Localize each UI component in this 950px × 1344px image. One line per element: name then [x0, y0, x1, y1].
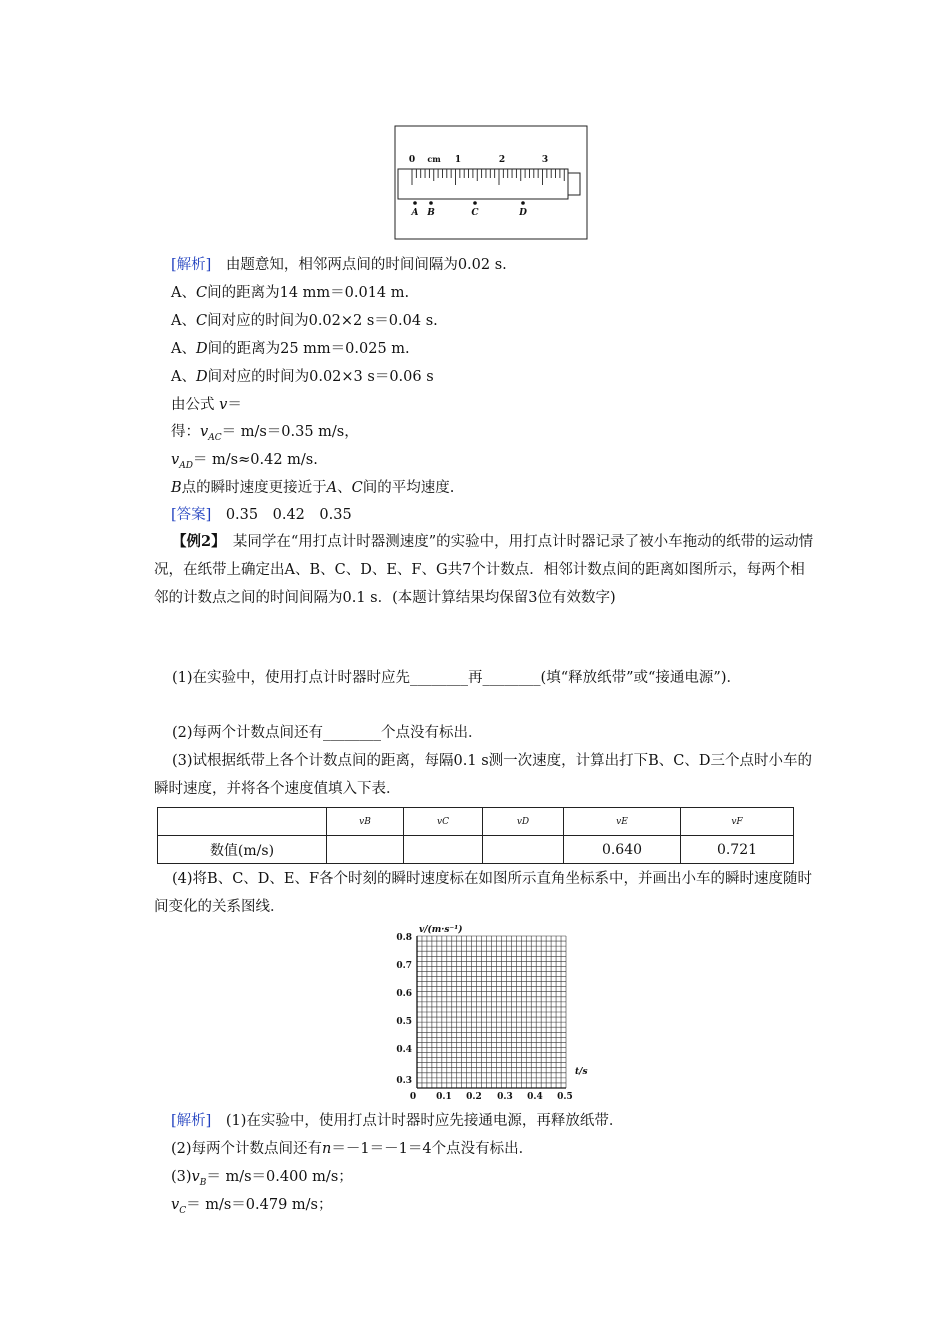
y-tick-label: 0.8	[396, 933, 412, 943]
table-header-vc: vC	[404, 808, 483, 836]
table-header-blank	[158, 808, 327, 836]
sol1-line-1: A、C间的距离为14 mm＝0.014 m.	[171, 285, 410, 301]
tape-dot-d	[521, 201, 525, 205]
y-tick-label: 0.5	[396, 1017, 412, 1027]
tape-label-d: D	[519, 208, 527, 218]
example2-text: 某同学在“用打点计时器测速度”的实验中，用打点计时器记录了被小车拖动的纸带的运动情况，在纸带上确定出A、B、C、D、E、F、G共7个计数点．相邻计数点间的距离如图所示，每两个相邻的计数点之间的时间间隔为0.1 s．(本题计算结果均保留3位有效数字)	[154, 534, 814, 606]
ruler-label-cm: cm	[427, 154, 441, 164]
sol1-line-3: A、D间的距离为25 mm＝0.025 m.	[171, 341, 410, 357]
sol2-text-0: (1)在实验中，使用打点计时器时应先接通电源，再释放纸带．	[225, 1113, 624, 1129]
ruler-label-1: 1	[454, 155, 462, 165]
answer1-line	[171, 505, 352, 525]
table-header-row	[158, 808, 794, 836]
x-tick-label: 0.3	[497, 1092, 513, 1100]
answer1-text: 0.35 0.42 0.35	[225, 507, 352, 523]
table-header-vd: vD	[483, 808, 564, 836]
tape-dot-a	[413, 201, 417, 205]
x-tick-label: 0.4	[527, 1092, 543, 1100]
table-cell-vf: 0.721	[681, 836, 794, 864]
ruler-label-3: 3	[541, 155, 549, 165]
sol1-line-8: B点的瞬时速度更接近于A、C间的平均速度.	[171, 480, 455, 496]
y-tick-label: 0.3	[396, 1076, 412, 1086]
question-1: (1)在实验中，使用打点计时器时应先________再________(填“释放纸带”或“接通电源”)．	[172, 670, 742, 686]
x-tick-label: 0	[409, 1092, 417, 1100]
ruler-label-0: 0	[408, 155, 416, 165]
sol2-line-2: $(3)v_B= m/s=0.400$ m/s；	[171, 1169, 353, 1188]
table-header-vf: vF	[681, 808, 794, 836]
y-tick-label: 0.4	[396, 1045, 412, 1055]
table-row-label: 数值(m/s)	[158, 836, 327, 864]
tape-label-b: B	[427, 208, 435, 218]
sol1-line-2: A、C间对应的时间为0.02×2 s＝0.04 s.	[171, 313, 438, 329]
sol1-text-0: 由题意知，相邻两点间的时间间隔为0.02 s.	[225, 257, 507, 273]
y-tick-label: 0.6	[396, 989, 412, 999]
graph-ylabel: v/(m·s⁻¹)	[419, 925, 463, 935]
sol1-line-7: $v_{AD}= m/s\approx 0.42$ m/s.	[171, 452, 318, 471]
tape-label-a: A	[411, 208, 419, 218]
sol1-line-4: A、D间对应的时间为0.02×3 s＝0.06 s	[171, 369, 434, 385]
question-2: (2)每两个计数点间还有________个点没有标出．	[172, 725, 483, 741]
sol2-tag: [解析]	[171, 1113, 212, 1129]
sol1-line-0	[171, 255, 507, 275]
answer1-tag: [答案]	[171, 507, 212, 523]
y-tick-label: 0.7	[396, 961, 412, 971]
x-tick-label: 0.2	[466, 1092, 482, 1100]
table-cell-vd	[483, 836, 564, 864]
table-header-ve: vE	[564, 808, 681, 836]
sol1-line-5: 由公式 v＝	[171, 397, 242, 413]
tape-dot-c	[473, 201, 477, 205]
sol2-line-0	[171, 1111, 623, 1131]
table-row	[158, 836, 794, 864]
velocity-table	[157, 807, 794, 864]
table-header-vb: vB	[327, 808, 404, 836]
tape-dot-b	[429, 201, 433, 205]
example2-intro	[154, 528, 814, 612]
ruler-label-2: 2	[498, 155, 506, 165]
example2-tag: 【例2】	[172, 533, 219, 550]
sol1-tag: [解析]	[171, 257, 212, 273]
table-cell-ve: 0.640	[564, 836, 681, 864]
tape-label-c: C	[471, 208, 479, 218]
graph-xlabel: t/s	[575, 1067, 588, 1077]
question-3: (3)试根据纸带上各个计数点间的距离，每隔0.1 s测一次速度，计算出打下B、C、D三个点时小车的瞬时速度，并将各个速度值填入下表．	[154, 753, 813, 797]
x-tick-label: 0.1	[436, 1092, 452, 1100]
question-4: (4)将B、C、D、E、F各个时刻的瞬时速度标在如图所示直角坐标系中，并画出小车的瞬时速度随时间变化的关系图线．	[154, 871, 813, 915]
table-cell-vb	[327, 836, 404, 864]
sol2-line-1: (2)每两个计数点间还有n＝－1＝－1＝4个点没有标出．	[171, 1141, 534, 1157]
x-tick-label: 0.5	[557, 1092, 573, 1100]
table-cell-vc	[404, 836, 483, 864]
sol2-line-3: $v_C= m/s=0.479$ m/s；	[171, 1197, 333, 1216]
sol1-line-6: 得：$v_{AC}= m/s=0.35$ m/s，	[171, 424, 359, 443]
